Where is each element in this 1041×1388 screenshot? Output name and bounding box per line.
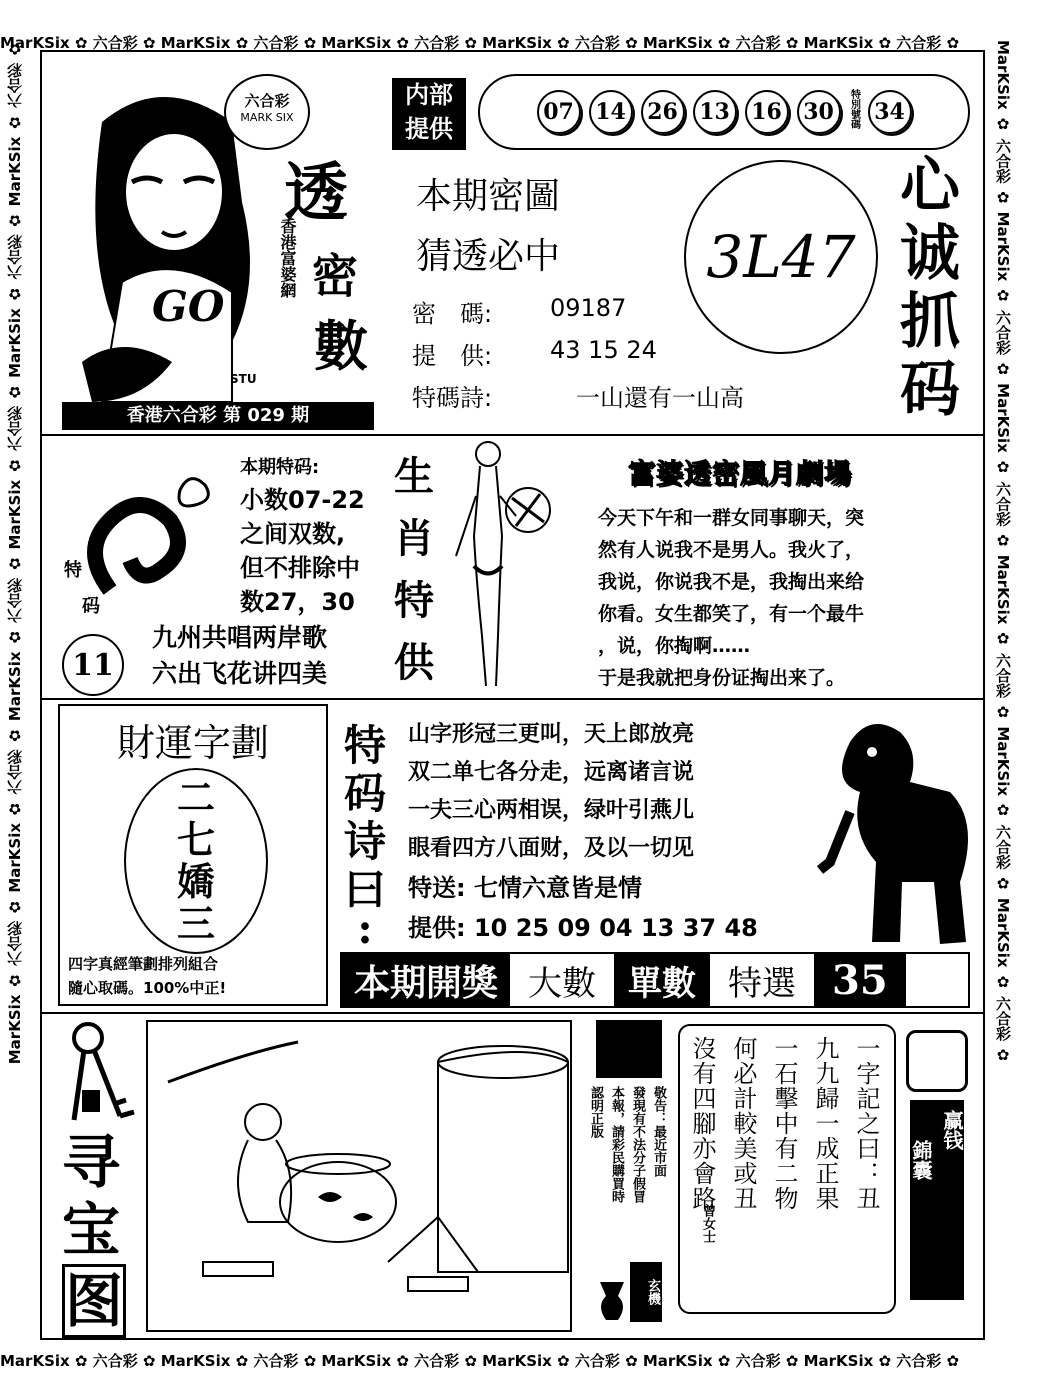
special-line-5: 数27，30 — [240, 588, 355, 616]
special-line-2: 小数07-22 — [240, 486, 365, 514]
special-line-1: 本期特码: — [240, 457, 320, 478]
notice-col-3: 本報，請彩民購買時 — [609, 1086, 624, 1203]
fortune-foot — [68, 952, 226, 1000]
woman-beachball-illustration — [446, 436, 556, 696]
jinnang-top: 赢钱 — [940, 1110, 964, 1150]
fortune-char-1: 二 — [176, 775, 215, 820]
poem-line-4: 眼看四方八面财，及以一切见 — [408, 836, 695, 861]
fortune-char-2: 七 — [176, 817, 215, 862]
joke-line-2: 然有人说我不是男人。我火了， — [598, 539, 865, 561]
inside-label — [392, 78, 466, 150]
ball-2: 14 — [589, 90, 633, 134]
notice-col-4: 認明正版 — [588, 1086, 603, 1138]
scroll-col-4: 何必計較美或丑 — [729, 1036, 757, 1211]
treasure-char-2: 宝 — [62, 1196, 121, 1264]
fortune-foot-1: 四字真經筆劃排列組合 — [68, 955, 219, 973]
right-border — [993, 40, 1023, 1340]
monkey-illustration — [810, 712, 978, 948]
poem-line-3: 一夫三心两相误，绿叶引燕儿 — [408, 798, 695, 823]
joke-line-1: 今天下午和一群女同事聊天，突 — [598, 507, 865, 529]
mark-six-badge — [224, 74, 310, 150]
badge-en: MARK SIX — [240, 111, 294, 124]
couplet — [152, 620, 327, 692]
notice-col-2: 發現有不法分子假冒 — [630, 1086, 645, 1203]
bottom-border-text: MarKSix ✿ 六合彩 ✿ MarKSix ✿ 六合彩 ✿ MarKSix ✿ 六合彩 ✿ MarKSix ✿ 六合彩 ✿ MarKSix ✿ 六合彩 ✿ MarKSix ✿ 六合彩 ✿ — [0, 1352, 960, 1370]
scroll-author: 曾女士 — [700, 1204, 715, 1243]
draw-number: 35 — [814, 954, 906, 1006]
left-border — [4, 40, 34, 1340]
special-line-3: 之间双数, — [240, 520, 346, 548]
special-code-lines — [240, 452, 365, 619]
jinnang — [902, 1030, 972, 1300]
couplet-line-2: 六出飞花讲四美 — [152, 659, 328, 688]
draw-single: 單數 — [614, 954, 710, 1006]
notice-seal: 玄機 — [630, 1262, 662, 1322]
draw-label: 本期開獎 — [342, 954, 510, 1006]
right-border-text: MarKSix ✿ 六合彩 ✿ MarKSix ✿ 六合彩 ✿ MarKSix ✿ 六合彩 ✿ MarKSix ✿ 六合彩 ✿ MarKSix ✿ 六合彩 ✿ MarKSix ✿ 六合彩 ✿ — [994, 40, 1012, 1065]
poem-lines — [408, 716, 758, 948]
joke-line-4: 你看。女生都笑了，有一个最牛 — [598, 603, 865, 625]
poem-side-5: : — [357, 904, 373, 953]
scroll-col-5: 沒有四腳亦會路 — [688, 1036, 716, 1211]
treasure-char-3: 图 — [62, 1264, 126, 1338]
poem-line-2: 双二单七各分走，远离诸言说 — [408, 760, 695, 785]
left-border-text: MarKSix ✿ 六合彩 ✿ MarKSix ✿ 六合彩 ✿ MarKSix ✿ 六合彩 ✿ MarKSix ✿ 六合彩 ✿ MarKSix ✿ 六合彩 ✿ MarKSix ✿ 六合彩 ✿ — [6, 40, 24, 1065]
fortune-char-3: 嬌 — [176, 859, 215, 904]
special-line-4: 但不排除中 — [240, 554, 360, 582]
fortune-box — [58, 704, 328, 1006]
scroll-col-3: 一石擊中有二物 — [770, 1036, 798, 1211]
stu-text: STU — [230, 372, 257, 386]
notice-text — [586, 1086, 668, 1203]
fortune-oval — [124, 768, 268, 954]
poem-side-4: 曰 — [344, 865, 387, 914]
top-border-text: MarKSix ✿ 六合彩 ✿ MarKSix ✿ 六合彩 ✿ MarKSix ✿ 六合彩 ✿ MarKSix ✿ 六合彩 ✿ MarKSix ✿ 六合彩 ✿ MarKSix ✿ 六合彩 ✿ — [0, 34, 960, 52]
poem-send: 特送: 七情六意皆是情 — [408, 874, 642, 902]
zodiac-char-3: 特 — [394, 577, 434, 624]
go-text: GO — [152, 282, 225, 331]
draw-bar — [340, 952, 970, 1008]
zodiac-char-2: 肖 — [394, 515, 434, 562]
scroll-col-1: 一字記之曰：丑 — [852, 1036, 880, 1211]
jinnang-bag-icon — [906, 1030, 968, 1092]
ball-row — [478, 74, 970, 150]
zodiac-chars — [394, 446, 434, 694]
notice-col-1: 敬告：最近市面 — [651, 1086, 666, 1177]
notice-icon — [596, 1020, 662, 1078]
zodiac-char-1: 生 — [394, 453, 434, 500]
circle-sketch: 3L47 — [706, 223, 856, 291]
special-label-te: 特 — [64, 560, 82, 581]
fortune-title: 財運字劃 — [116, 721, 269, 765]
joke-title: 富婆透密風月劇場 — [628, 459, 852, 490]
title-char-3: 數 — [314, 314, 368, 378]
heart-box — [888, 152, 972, 424]
draw-big: 大數 — [528, 963, 597, 1004]
scroll-frame — [678, 1024, 896, 1314]
snake-illustration — [70, 460, 220, 600]
draw-pick: 特選 — [728, 963, 797, 1004]
joke-line-3: 我说，你说我不是，我掏出来给 — [598, 571, 865, 593]
header-logo-block — [62, 72, 374, 432]
poem-side — [344, 721, 387, 953]
ball-5: 16 — [745, 90, 789, 134]
provide-label: 提 供: — [412, 342, 493, 370]
title-vertical-sub: 香港富婆網 — [278, 218, 297, 298]
title-char-1: 透 — [284, 156, 348, 231]
code-value: 09187 — [550, 294, 627, 322]
zodiac-char-4: 供 — [394, 639, 434, 686]
treasure-title — [62, 1128, 126, 1338]
ball-4: 13 — [693, 90, 737, 134]
provide-value: 43 15 24 — [550, 336, 657, 364]
secret-circle — [684, 160, 878, 354]
key-icon — [60, 1020, 140, 1132]
poem-side-2: 码 — [344, 769, 387, 818]
joke-line-5: ，说，你掏啊…… — [598, 635, 751, 657]
secret-map-subtitle: 猜透必中 — [416, 236, 561, 277]
fortune-char-4: 三 — [176, 901, 215, 946]
jinnang-strip — [910, 1100, 964, 1300]
ball-3: 26 — [641, 90, 685, 134]
jinnang-bottom: 錦囊 — [909, 1140, 933, 1180]
joke-lines — [598, 502, 864, 694]
couplet-line-1: 九州共唱两岸歌 — [152, 623, 328, 652]
ball-special: 34 — [868, 90, 912, 134]
heart-char-4: 码 — [900, 355, 960, 425]
inside-label-line2: 提供 — [405, 115, 453, 143]
special-label: 特別號碼 — [848, 89, 860, 129]
heart-char-1: 心 — [900, 151, 960, 221]
inside-label-line1: 内部 — [405, 81, 453, 109]
bottom-border — [0, 1346, 1041, 1376]
vase-icon — [594, 1276, 630, 1324]
ball-6: 30 — [797, 90, 841, 134]
badge-cn: 六合彩 — [244, 92, 290, 110]
poem-provide: 提供: 10 25 09 04 13 37 48 — [408, 914, 758, 942]
poem-line-1: 山字形冠三更叫，天上郎放亮 — [408, 722, 695, 747]
special-label-ma: 码 — [82, 596, 100, 617]
fortune-foot-2: 隨心取碼。100%中正! — [68, 979, 227, 997]
circled-number: 11 — [62, 634, 124, 696]
poem-label: 特碼詩: — [412, 384, 493, 412]
poem-side-3: 诗 — [344, 817, 387, 866]
poem-value: 一山還有一山高 — [576, 384, 744, 412]
divider-2 — [40, 698, 985, 700]
heart-char-2: 诚 — [900, 219, 960, 289]
code-label: 密 碼: — [412, 300, 493, 328]
scroll-cols — [685, 1036, 884, 1211]
cat-fishbowl-illustration — [148, 1022, 570, 1330]
secret-map-title: 本期密圖 — [416, 176, 561, 217]
issue-line: 香港六合彩 第 029 期 — [62, 402, 374, 430]
poem-side-1: 特 — [344, 721, 387, 770]
treasure-char-1: 寻 — [62, 1128, 121, 1196]
treasure-picture-box — [146, 1020, 572, 1332]
divider-3 — [40, 1012, 985, 1014]
ball-1: 07 — [537, 90, 581, 134]
title-char-2: 密 — [312, 249, 358, 303]
scroll-col-2: 九九歸一成正果 — [811, 1036, 839, 1211]
joke-line-6: 于是我就把身份证掏出来了。 — [598, 667, 846, 689]
heart-char-3: 抓 — [900, 287, 960, 357]
